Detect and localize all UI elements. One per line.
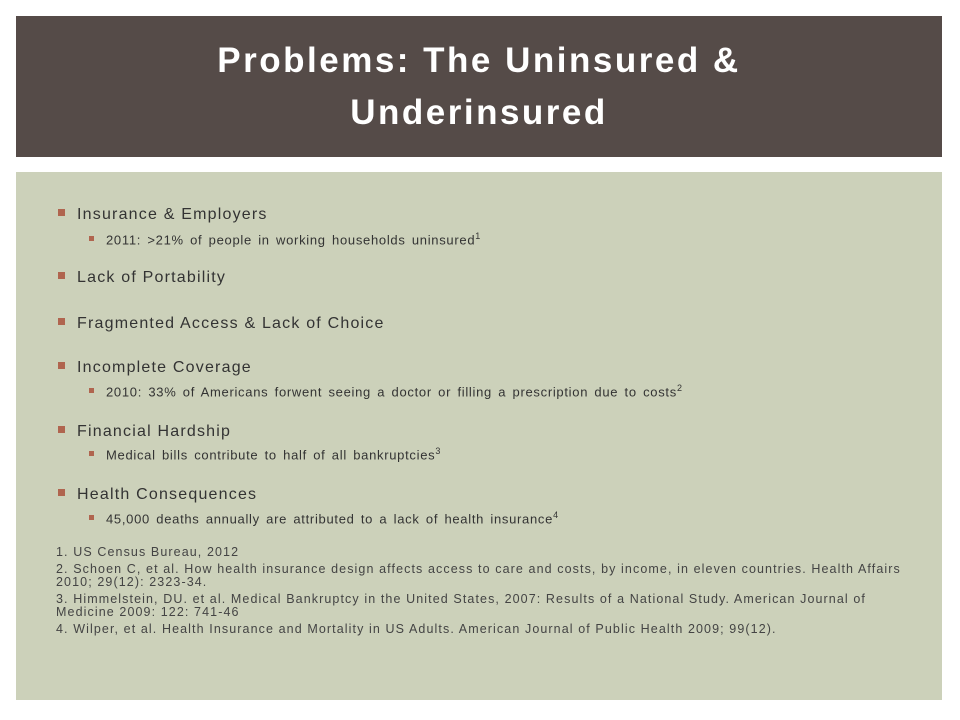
bullet-insurance-employers [58, 206, 268, 224]
bullet-square-icon [58, 426, 65, 433]
bullet-incomplete-coverage [58, 359, 252, 377]
bullet-financial-hardship [58, 423, 231, 441]
bullet-label: Health Consequences [77, 486, 258, 503]
title-bar [16, 16, 942, 157]
sub-bullet-text: Medical bills contribute to half of all bankruptcies [106, 447, 436, 463]
sub-bullet-bankruptcies [89, 446, 440, 462]
sub-bullet-text: 45,000 deaths annually are attributed to a lack of health insurance [106, 511, 554, 527]
reference-4: 4. Wilper, et al. Health Insurance and Mortality in US Adults. American Journal of Public Health 2009; 99(12). [56, 622, 777, 636]
bullet-square-icon [58, 318, 65, 325]
content-panel [16, 172, 942, 700]
reference-1: 1. US Census Bureau, 2012 [56, 545, 240, 559]
footnote-marker: 3 [435, 446, 441, 456]
bullet-square-icon [58, 362, 65, 369]
reference-3: 3. Himmelstein, DU. et al. Medical Bankruptcy in the United States, 2007: Results of a National Study. American Journal of Medicine 2009: 122: 741-46 [56, 592, 866, 619]
bullet-square-icon [58, 272, 65, 279]
bullet-lack-of-portability [58, 269, 226, 287]
footnote-marker: 4 [553, 510, 559, 520]
reference-2: 2. Schoen C, et al. How health insurance design affects access to care and costs, by income, in eleven countries. Health Affairs 2010; 29(12): 2323-34. [56, 562, 901, 589]
bullet-fragmented-access [58, 315, 385, 333]
sub-bullet-working-households [89, 231, 480, 247]
bullet-label: Financial Hardship [77, 423, 232, 440]
bullet-square-icon [58, 489, 65, 496]
sub-bullet-text: 2011: >21% of people in working households uninsured [106, 232, 476, 248]
footnote-marker: 1 [475, 231, 481, 241]
sub-bullet-text: 2010: 33% of Americans forwent seeing a doctor or filling a prescription due to costs [106, 384, 677, 400]
sub-bullet-forwent-care [89, 383, 682, 399]
sub-bullet-square-icon [89, 388, 94, 393]
bullet-label: Insurance & Employers [77, 206, 268, 223]
bullet-square-icon [58, 209, 65, 216]
sub-bullet-square-icon [89, 515, 94, 520]
sub-bullet-square-icon [89, 236, 94, 241]
bullet-label: Incomplete Coverage [77, 359, 252, 376]
sub-bullet-deaths [89, 510, 558, 526]
bullet-label: Lack of Portability [77, 269, 227, 286]
slide-title: Problems: The Uninsured & Underinsured [217, 40, 741, 132]
references-list [56, 546, 926, 640]
bullet-health-consequences [58, 486, 257, 504]
sub-bullet-square-icon [89, 451, 94, 456]
bullet-label: Fragmented Access & Lack of Choice [77, 315, 385, 332]
footnote-marker: 2 [676, 383, 682, 393]
